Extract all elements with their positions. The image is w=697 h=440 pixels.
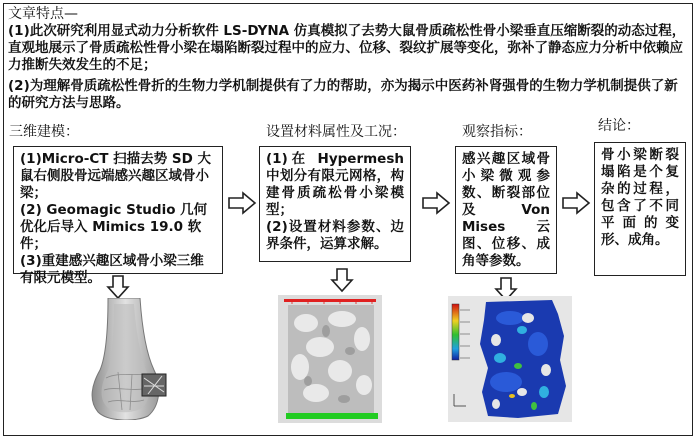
step2-item-1: (1)在 Hypermesh 中划分有限元网格，构建骨质疏松骨小梁模型；	[266, 151, 404, 218]
feature-point-2: (2)为理解骨质疏松性骨折的生物力学机制提供有了力的帮助，亦为揭示中医药补肾强骨的生物力学机制提供了新的研究方法与思路。	[8, 78, 678, 111]
step2-heading: 设置材料属性及工况：	[266, 124, 406, 140]
step2-box	[259, 146, 411, 262]
arrow-right-icon	[561, 191, 591, 215]
feature-point-1: (1)此次研究利用显式动力分析软件 LS-DYNA 仿真模拟了去势大鼠骨质疏松性骨小梁垂直压缩断裂的动态过程，直观地展示了骨质疏松性骨小梁在塌陷断裂过程中的应力、位移、裂纹扩展等变化，弥补了静态应力分析中依赖应力推断失效发生的不足；	[8, 23, 686, 73]
arrow-down-icon	[106, 274, 130, 300]
step3-heading: 观察指标：	[462, 124, 532, 140]
features-title: 文章特点—	[8, 6, 78, 22]
step1-box	[13, 146, 223, 286]
step1-item-1: (1)Micro-CT 扫描去势 SD 大鼠右侧股骨远端感兴趣区域骨小梁；	[20, 151, 211, 201]
arrow-down-icon	[330, 267, 354, 293]
step4-item-1: 骨小梁断裂塌陷是个复杂的过程，包含了不同平面的变形、成角。	[601, 147, 679, 248]
trabecular-mesh-model-image	[278, 295, 382, 423]
von-mises-contour-image	[448, 296, 572, 422]
step4-box	[594, 142, 686, 276]
step4-heading: 结论：	[598, 118, 640, 134]
step1-heading: 三维建模：	[9, 124, 79, 140]
step3-box	[455, 146, 557, 274]
arrow-right-icon	[227, 191, 257, 215]
step1-item-2: (2) Geomagic Studio 几何优化后导入 Mimics 19.0 软件；	[20, 202, 208, 252]
femur-3d-model-image	[88, 298, 170, 420]
step2-item-2: (2)设置材料参数、边界条件，运算求解。	[266, 219, 404, 252]
step1-item-3: (3)重建感兴趣区域骨小梁三维有限元模型。	[20, 253, 204, 286]
arrow-right-icon	[421, 191, 451, 215]
step3-item-1: 感兴趣区域骨小梁微观参数、断裂部位及 Von Mises 云图、位移、成角等参数。	[462, 151, 550, 269]
